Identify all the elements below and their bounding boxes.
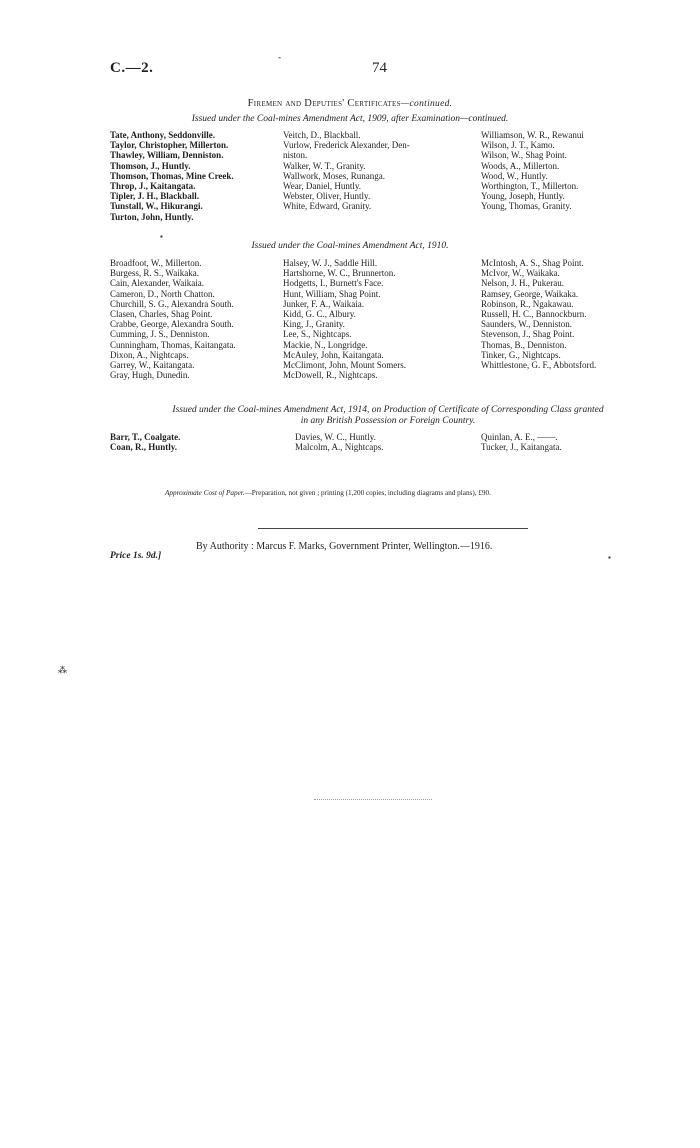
list-item: Dixon, A., Nightcaps. <box>110 349 189 360</box>
section-2-col-2 <box>283 258 406 380</box>
list-item: Whittlestone, G. F., Abbotsford. <box>481 359 597 370</box>
list-item: Mackie, N., Longridge. <box>283 339 368 350</box>
list-item: Hodgetts, I., Burnett's Face. <box>283 278 384 289</box>
page-title <box>0 98 700 109</box>
list-item: Robinson, R., Ngakawau. <box>481 298 574 309</box>
list-item: Coan, R., Huntly. <box>110 442 178 453</box>
cost-note-text: —Preparation, not given ; printing (1,200 copies, including diagrams and plans), £90. <box>244 489 491 497</box>
section-3-heading-line-2: in any British Possession or Foreign Country. <box>300 416 476 426</box>
list-item: Wilson, W., Shag Point. <box>481 150 567 161</box>
list-item: Tinker, G., Nightcaps. <box>481 349 561 360</box>
list-item: Woods, A., Millerton. <box>481 160 560 171</box>
list-item: Quinlan, A. E., ——. <box>481 432 558 442</box>
section-3-list <box>110 432 670 456</box>
footer-divider <box>258 528 528 529</box>
section-2-list <box>110 258 670 388</box>
list-item: Burgess, R. S., Waikaka. <box>110 268 199 279</box>
list-item: Halsey, W. J., Saddle Hill. <box>283 258 378 268</box>
section-1-list <box>110 130 670 230</box>
document-code: C.—2. <box>110 60 154 76</box>
header-dash-mark: - <box>278 52 281 62</box>
list-item: Worthington, T., Millerton. <box>481 180 579 191</box>
section-1-heading: Issued under the Coal-mines Amendment Act, 1909, after Examination—continued. <box>191 114 509 124</box>
list-item: Thomson, J., Huntly. <box>110 160 191 171</box>
list-item: McIvor, W., Waikaka. <box>481 268 560 279</box>
stray-ink-mark: ▪ <box>160 232 163 241</box>
list-item: Thawley, William, Denniston. <box>110 150 224 161</box>
list-item: Ramsey, George, Waikaka. <box>481 288 579 299</box>
title-suffix: —continued. <box>400 99 453 109</box>
page-number: 74 <box>372 60 387 76</box>
section-3-col-2 <box>295 432 384 452</box>
margin-dot-mark: ▪ <box>608 553 611 562</box>
list-item: Tate, Anthony, Seddonville. <box>110 130 215 140</box>
list-item: Clasen, Charles, Shag Point. <box>110 308 213 319</box>
list-item: Veitch, D., Blackball. <box>283 130 361 140</box>
list-item: Thomas, B., Denniston. <box>481 339 567 350</box>
list-item: Garrey, W., Kaitangata. <box>110 359 195 370</box>
list-item: Broadfoot, W., Millerton. <box>110 258 202 268</box>
list-item: Tunstall, W., Hikurangi. <box>110 201 203 212</box>
list-item: Hunt, William, Shag Point. <box>283 288 381 299</box>
section-3-heading <box>108 405 668 427</box>
section-1-col-2 <box>283 130 410 212</box>
list-item: Thomson, Thomas, Mine Creek. <box>110 170 234 181</box>
section-3-heading-line-1: Issued under the Coal-mines Amendment Act, 1914, on Production of Certificate of Corresponding Class granted <box>172 405 604 415</box>
list-item: Young, Joseph, Huntly. <box>481 191 565 202</box>
section-1-col-1 <box>110 130 234 222</box>
list-item: Turton, John, Huntly. <box>110 211 194 222</box>
section-2-col-3 <box>481 258 596 370</box>
list-item: Wear, Daniel, Huntly. <box>283 180 362 191</box>
list-item: Throp, J., Kaitangata. <box>110 180 196 191</box>
list-item: Barr, T., Coalgate. <box>110 432 181 442</box>
list-item: Tipler, J. H., Blackball. <box>110 191 200 202</box>
section-3-col-3 <box>481 432 562 452</box>
list-item: Crabbe, George, Alexandra South. <box>110 319 234 330</box>
list-item: Walker, W. T., Granity. <box>283 160 366 171</box>
section-2-col-1 <box>110 258 236 380</box>
list-item: Nelson, J. H., Pukerau. <box>481 278 564 289</box>
list-item: Wallwork, Moses, Runanga. <box>283 170 386 181</box>
list-item: Cunningham, Thomas, Kaitangata. <box>110 339 236 350</box>
list-item: Cumming, J. S., Denniston. <box>110 329 210 340</box>
list-item: White, Edward, Granity. <box>283 201 372 212</box>
list-item: Hartshorne, W. C., Brunnerton. <box>283 268 396 279</box>
list-item: Cameron, D., North Chatton. <box>110 288 215 299</box>
list-item: Williamson, W. R., Rewanui <box>481 130 584 140</box>
section-1-col-3 <box>481 130 584 212</box>
list-item: Malcolm, A., Nightcaps. <box>295 442 384 453</box>
list-item: Wood, W., Huntly. <box>481 170 548 181</box>
section-2-heading: Issued under the Coal-mines Amendment Act, 1910. <box>251 241 449 251</box>
list-item: Kidd, G. C., Albury. <box>283 308 356 319</box>
list-item: Saunders, W., Denniston. <box>481 319 572 330</box>
list-item: Young, Thomas, Granity. <box>481 201 572 212</box>
list-item: Lee, S., Nightcaps. <box>283 329 352 340</box>
list-item: Webster, Oliver, Huntly. <box>283 191 371 202</box>
printer-authority: By Authority : Marcus F. Marks, Government Printer, Wellington.—1916. <box>196 541 493 552</box>
list-item: McClimont, John, Mount Somers. <box>283 359 407 370</box>
list-item: Churchill, S. G., Alexandra South. <box>110 298 234 309</box>
list-item: McAuley, John, Kaitangata. <box>283 349 384 360</box>
section-3-col-1 <box>110 432 180 452</box>
list-item: Davies, W. C., Huntly. <box>295 432 376 442</box>
list-item: Vurlow, Frederick Alexander, Den- <box>283 140 410 151</box>
list-item: Junker, F. A., Waikaia. <box>283 298 365 309</box>
list-item: Stevenson, J., Shag Point. <box>481 329 575 340</box>
list-item: McDowell, R., Nightcaps. <box>283 370 378 381</box>
list-item: McIntosh, A. S., Shag Point. <box>481 258 584 268</box>
cost-note <box>165 489 491 497</box>
list-item: Russell, H. C., Bannockburn. <box>481 308 587 319</box>
list-item: Taylor, Christopher, Millerton. <box>110 140 229 151</box>
list-item: Cain, Alexander, Waikaia. <box>110 278 204 289</box>
list-item: King, J., Granity. <box>283 319 345 330</box>
title-prefix: Firemen and Deputies' Certificates <box>247 98 401 109</box>
list-item: Tucker, J., Kaitangata. <box>481 442 562 453</box>
faint-bottom-rule <box>314 799 432 800</box>
list-item: niston. <box>283 150 308 161</box>
cost-note-label: Approximate Cost of Paper. <box>165 489 245 497</box>
price-note: Price 1s. 9d.] <box>110 551 162 561</box>
list-item: Gray, Hugh, Dunedin. <box>110 370 190 381</box>
list-item: Wilson, J. T., Kamo. <box>481 140 555 151</box>
margin-scribble-mark: ⁂ <box>58 665 67 675</box>
